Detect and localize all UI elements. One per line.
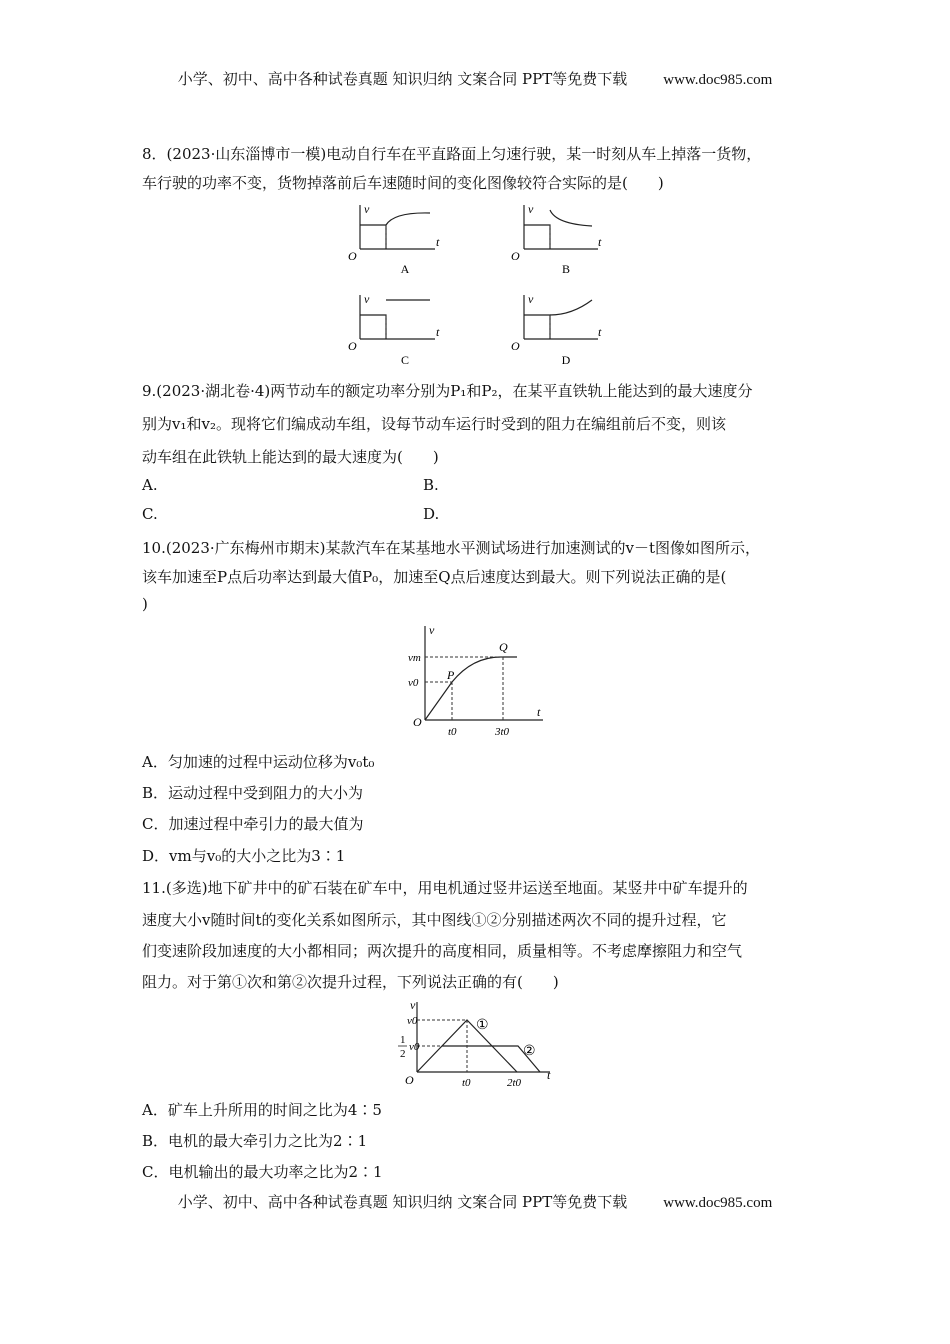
header-site: www.doc985.com: [663, 72, 773, 88]
svg-text:v: v: [528, 202, 534, 216]
q11-half-v0-label: v0: [409, 1041, 420, 1053]
svg-text:O: O: [511, 339, 520, 353]
q8-b-after: [550, 210, 592, 226]
q9-option-a: A.: [142, 476, 158, 494]
q9-option-b: B.: [423, 476, 439, 494]
header-text: 小学、初中、高中各种试卷真题 知识归纳 文案合同 PPT等免费下载: [177, 70, 628, 88]
q9-line2: 别为v₁和v₂。现将它们编成动车组，设每节动车运行时受到的阻力在编组前后不变，则该: [142, 415, 726, 433]
q10-t-label: t: [537, 705, 541, 719]
footer-text: 小学、初中、高中各种试卷真题 知识归纳 文案合同 PPT等免费下载: [177, 1193, 628, 1211]
q11-line2: 速度大小v随时间t的变化关系如图所示，其中图线①②分别描述两次不同的提升过程，它: [142, 911, 727, 929]
q10-point-p: P: [447, 668, 455, 682]
q10-option-c: C．加速过程中牵引力的最大值为: [142, 815, 364, 833]
svg-text:t: t: [598, 325, 602, 339]
q11-t-label: t: [547, 1068, 551, 1082]
footer-site: www.doc985.com: [663, 1195, 773, 1211]
q9-option-d: D.: [423, 505, 440, 523]
q11-half-num: 1: [400, 1034, 406, 1046]
q9-line1: 9.(2023·湖北卷·4)两节动车的额定功率分别为P₁和P₂，在某平直铁轨上能达到的最大速度分: [142, 382, 753, 400]
svg-text:v: v: [364, 292, 370, 306]
q8-option-b-label: B: [561, 262, 571, 276]
q10-v-label: v: [429, 623, 435, 637]
q11-2t0-label: 2t0: [507, 1077, 522, 1089]
svg-text:v: v: [528, 292, 534, 306]
q11-v-label: v: [410, 998, 416, 1012]
q11-t0-label: t0: [462, 1077, 471, 1089]
page-footer: [0, 1191, 950, 1212]
q8-a-before: [360, 225, 386, 249]
q10-option-d: D．vm与v₀的大小之比为3∶1: [142, 847, 346, 865]
q10-t0-label: t0: [448, 726, 457, 738]
q10-vt-graph: [395, 618, 555, 742]
q11-option-b: B．电机的最大牵引力之比为2∶1: [142, 1132, 368, 1150]
q8-a-t-label: t: [436, 235, 440, 249]
q11-origin: O: [405, 1073, 414, 1087]
q8-stem-line2: 车行驶的功率不变，货物掉落前后车速随时间的变化图像较符合实际的是( ): [142, 174, 664, 192]
q8-a-origin: O: [348, 249, 357, 263]
svg-text:t: t: [436, 325, 440, 339]
q8-option-c-label: C: [400, 353, 410, 367]
q10-option-b: B．运动过程中受到阻力的大小为: [142, 784, 364, 802]
q8-option-graphs: [340, 200, 620, 372]
q10-vm-label: vm: [408, 652, 421, 664]
q10-origin: O: [413, 715, 422, 729]
q8-option-d-label: D: [561, 353, 571, 367]
q10-line3: ): [142, 595, 148, 613]
q8-a-after: [386, 213, 430, 225]
q11-curve2-label: ②: [523, 1044, 536, 1059]
q11-half-den: 2: [400, 1048, 406, 1060]
svg-text:t: t: [598, 235, 602, 249]
q9-option-c: C.: [142, 505, 158, 523]
q8-a-v-label: v: [364, 202, 370, 216]
q11-option-c: C．电机输出的最大功率之比为2∶1: [142, 1163, 383, 1181]
q11-vt-graph: [380, 996, 565, 1092]
q10-v0-label: v0: [408, 677, 419, 689]
q10-point-q: Q: [499, 640, 508, 654]
q11-line3: 们变速阶段加速度的大小都相同；两次提升的高度相同，质量相等。不考虑摩擦阻力和空气: [142, 942, 743, 960]
q8-d-after: [550, 300, 592, 315]
q9-line3: 动车组在此铁轨上能达到的最大速度为( ): [142, 448, 439, 466]
q11-curve1-label: ①: [476, 1018, 489, 1033]
q11-line1: 11.(多选)地下矿井中的矿石装在矿车中，用电机通过竖井运送至地面。某竖井中矿车提升的: [142, 879, 748, 897]
q10-3t0-label: 3t0: [495, 726, 510, 738]
q8-stem-line1: 8．(2023·山东淄博市一模)电动自行车在平直路面上匀速行驶，某一时刻从车上掉落一货物，: [142, 145, 762, 163]
page-header: [0, 68, 950, 89]
q10-option-a: A．匀加速的过程中运动位移为v₀t₀: [142, 753, 375, 771]
q11-option-a: A．矿车上升所用的时间之比为4∶5: [142, 1101, 382, 1119]
q11-line4: 阻力。对于第①次和第②次提升过程，下列说法正确的有( ): [142, 973, 559, 991]
q10-line2: 该车加速至P点后功率达到最大值P₀，加速至Q点后速度达到最大。则下列说法正确的是(: [142, 568, 727, 586]
q10-line1: 10.(2023·广东梅州市期末)某款汽车在某基地水平测试场进行加速测试的v－t图像如图所示，: [142, 539, 761, 557]
q11-v0-label: v0: [407, 1015, 418, 1027]
q8-option-a-label: A: [400, 262, 410, 276]
svg-text:O: O: [348, 339, 357, 353]
svg-text:O: O: [511, 249, 520, 263]
